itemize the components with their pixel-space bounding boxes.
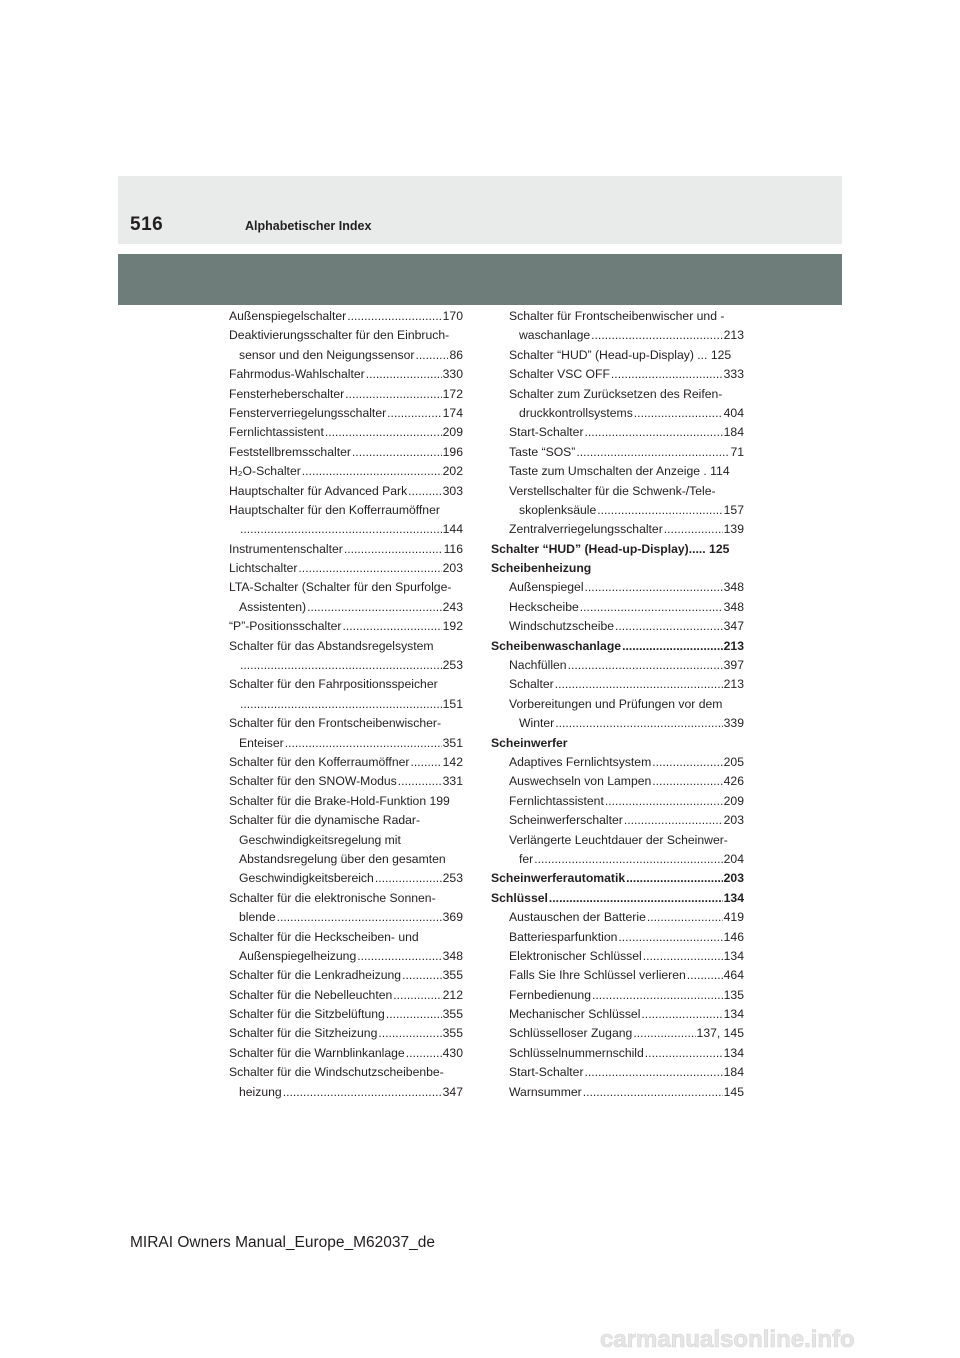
index-entry <box>491 734 744 753</box>
header-band <box>118 176 842 244</box>
index-entry-page: 339 <box>723 716 744 731</box>
dot-leader <box>534 850 722 869</box>
index-entry-page: 134 <box>723 1045 744 1060</box>
index-entry-page: 184 <box>723 1065 744 1080</box>
index-entry-text: Schalter für die Windschutzscheibenbe- <box>229 1065 444 1080</box>
index-entry-text: Scheibenwaschanlage <box>491 638 622 653</box>
index-entry-page: 203 <box>723 871 744 886</box>
index-entry <box>491 966 744 985</box>
index-entry-text: Adaptives Fernlichtsystem <box>509 754 652 769</box>
index-entry <box>491 811 744 830</box>
index-entry-text: Scheinwerfer <box>491 735 568 750</box>
page-number: 516 <box>130 214 164 235</box>
dot-leader <box>568 656 723 675</box>
index-entry <box>229 966 463 985</box>
index-entry <box>491 617 744 636</box>
dot-leader <box>345 385 441 404</box>
index-entry-text: Batteriesparfunktion <box>509 929 618 944</box>
index-entry-text: Schalter für die Brake-Hold-Funktion 199 <box>229 793 450 808</box>
index-entry <box>491 501 744 520</box>
index-entry <box>491 695 744 714</box>
index-entry-text: Schalter für das Abstandsregelsystem <box>229 638 434 653</box>
index-entry-text: Schalter für die Heckscheiben- und <box>229 929 419 944</box>
index-entry-page: 137, 145 <box>696 1026 744 1041</box>
index-entry <box>491 1083 744 1102</box>
index-entry-text: Schlüsselnummernschild <box>509 1045 644 1060</box>
watermark-logo <box>598 1323 952 1353</box>
dot-leader <box>393 986 441 1005</box>
dot-leader <box>342 617 441 636</box>
dot-leader <box>645 1044 723 1063</box>
index-entry-text: Schalter für den Frontscheibenwischer- <box>229 716 442 731</box>
dot-leader <box>283 1083 442 1102</box>
index-entry <box>229 772 463 791</box>
index-entry <box>229 811 463 830</box>
dot-leader <box>406 1044 442 1063</box>
index-entry-page: 331 <box>442 774 463 789</box>
title-band <box>118 254 842 305</box>
index-entry-text: skoplenksäule <box>519 502 597 517</box>
index-entry <box>491 869 744 888</box>
index-entry-text: Warnsummer <box>509 1084 582 1099</box>
index-entry-text: Scheinwerferschalter <box>509 813 623 828</box>
index-entry <box>229 850 463 869</box>
index-entry-page: 348 <box>442 948 463 963</box>
index-entry <box>491 637 744 656</box>
index-entry-page: 192 <box>442 619 463 634</box>
index-entry <box>229 695 463 714</box>
index-entry <box>229 986 463 1005</box>
index-entry <box>229 598 463 617</box>
section-title: Alphabetischer Index <box>245 219 372 233</box>
index-entry <box>229 1024 463 1043</box>
index-entry <box>491 675 744 694</box>
index-entry <box>491 598 744 617</box>
index-entry <box>229 385 463 404</box>
index-entry-page: 348 <box>723 599 744 614</box>
index-entry-text: Taste “SOS” <box>509 444 576 459</box>
dot-leader <box>624 811 723 830</box>
dot-leader <box>366 365 442 384</box>
index-entry <box>491 753 744 772</box>
index-entry-text: Außenspiegelheizung <box>239 948 357 963</box>
index-entry-text: Start-Schalter <box>509 1065 584 1080</box>
index-entry <box>229 578 463 597</box>
dot-leader <box>652 772 722 791</box>
dot-leader <box>298 559 441 578</box>
dot-leader <box>386 1005 442 1024</box>
index-entry-page: 203 <box>723 813 744 828</box>
dot-leader <box>615 617 723 636</box>
dot-leader <box>652 753 722 772</box>
index-entry <box>229 1005 463 1024</box>
dot-leader <box>344 540 443 559</box>
index-entry-page: 184 <box>723 425 744 440</box>
index-entry <box>229 637 463 656</box>
dot-leader <box>277 908 442 927</box>
dot-leader <box>410 753 441 772</box>
index-entry <box>491 443 744 462</box>
index-entry <box>491 772 744 791</box>
index-entry <box>491 423 744 442</box>
dot-leader <box>307 598 442 617</box>
index-entry-page: 157 <box>723 502 744 517</box>
index-entry <box>229 617 463 636</box>
dot-leader <box>592 986 723 1005</box>
index-entry <box>229 734 463 753</box>
dot-leader <box>387 404 441 423</box>
index-entry-text: Assistenten) <box>239 599 307 614</box>
dot-leader <box>583 1083 723 1102</box>
index-entry-page: 202 <box>442 464 463 479</box>
index-entry-text: Heckscheibe <box>509 599 579 614</box>
index-entry-page: 172 <box>442 386 463 401</box>
dot-leader <box>352 443 442 462</box>
index-entry-text: Hauptschalter für den Kofferraumöffner <box>229 502 440 517</box>
index-entry-page: 204 <box>723 851 744 866</box>
index-entry <box>229 889 463 908</box>
dot-leader <box>580 598 723 617</box>
dot-leader <box>398 772 442 791</box>
index-entry-page: 355 <box>442 1026 463 1041</box>
index-entry <box>229 753 463 772</box>
index-entry-text: Geschwindigkeitsregelung mit <box>239 832 401 847</box>
dot-leader <box>415 346 448 365</box>
dot-leader <box>325 423 442 442</box>
index-entry-text: fer <box>519 851 534 866</box>
index-entry-text: sensor und den Neigungssensor <box>239 347 415 362</box>
dot-leader <box>357 947 441 966</box>
index-entry <box>229 462 463 481</box>
index-entry <box>229 482 463 501</box>
index-entry-page: 203 <box>442 561 463 576</box>
index-entry <box>491 1005 744 1024</box>
index-entry-text: Hauptschalter für Advanced Park <box>229 483 408 498</box>
index-entry <box>229 365 463 384</box>
dot-leader <box>585 578 723 597</box>
dot-leader <box>634 404 723 423</box>
index-entry-page: 253 <box>442 871 463 886</box>
index-entry-page: 426 <box>723 774 744 789</box>
index-entry <box>229 540 463 559</box>
index-column-right <box>491 307 744 1102</box>
index-entry-text: heizung <box>239 1084 282 1099</box>
dot-leader <box>549 889 723 908</box>
index-entry <box>491 656 744 675</box>
index-entry-page: 196 <box>442 444 463 459</box>
index-entry-text: “P”-Positionsschalter <box>229 619 342 634</box>
index-entry-page: 146 <box>723 929 744 944</box>
index-column-left <box>229 307 463 1102</box>
index-entry-text: Fernlichtassistent <box>229 425 324 440</box>
index-entry <box>229 404 463 423</box>
index-entry <box>491 928 744 947</box>
dot-leader <box>626 869 723 888</box>
index-entry-page: 351 <box>442 735 463 750</box>
index-entry <box>229 1063 463 1082</box>
index-entry <box>491 1063 744 1082</box>
index-entry-text: Schalter zum Zurücksetzen des Reifen- <box>509 386 723 401</box>
dot-leader <box>576 443 729 462</box>
dot-leader <box>240 520 442 539</box>
index-entry-page: 347 <box>723 619 744 634</box>
index-entry <box>491 889 744 908</box>
index-entry-text: Schlüsselloser Zugang <box>509 1026 633 1041</box>
index-entry-page: 135 <box>723 987 744 1002</box>
dot-leader <box>375 869 442 888</box>
index-entry-text: Abstandsregelung über den gesamten <box>239 851 446 866</box>
index-entry-text: Elektronischer Schlüssel <box>509 948 642 963</box>
index-entry-text: druckkontrollsystems <box>519 405 633 420</box>
dot-leader <box>585 1063 723 1082</box>
index-entry-page: 134 <box>723 1007 744 1022</box>
index-entry-text: Enteiser <box>239 735 284 750</box>
index-entry-text: Schalter für die dynamische Radar- <box>229 813 421 828</box>
index-entry-text: Verstellschalter für die Schwenk-/Tele- <box>509 483 716 498</box>
index-entry-text: Scheibenheizung <box>491 561 592 576</box>
index-entry <box>491 307 744 326</box>
index-entry <box>229 714 463 733</box>
index-entry <box>491 578 744 597</box>
index-entry <box>491 792 744 811</box>
index-entry-page: 134 <box>723 890 744 905</box>
index-entry-page: 253 <box>442 658 463 673</box>
dot-leader <box>402 966 442 985</box>
dot-leader <box>618 928 722 947</box>
index-entry-text: Schalter “HUD” (Head-up-Display)..... 125 <box>491 541 730 556</box>
index-entry-page: 213 <box>723 638 744 653</box>
index-entry-text: Scheinwerferautomatik <box>491 871 626 886</box>
dot-leader <box>240 656 442 675</box>
index-entry-text: Schalter für die Sitzheizung <box>229 1026 378 1041</box>
index-entry-page: 134 <box>723 948 744 963</box>
index-entry-page: 303 <box>442 483 463 498</box>
dot-leader <box>302 462 442 481</box>
dot-leader <box>378 1024 441 1043</box>
index-entry <box>229 656 463 675</box>
index-entry <box>491 986 744 1005</box>
index-entry-text: Fahrmodus-Wahlschalter <box>229 367 365 382</box>
index-entry-text: Schalter für Frontscheibenwischer und - <box>509 309 725 323</box>
index-entry-page: 355 <box>442 968 463 983</box>
index-entry-text: blende <box>239 910 276 925</box>
index-entry-text: Schalter für den SNOW-Modus <box>229 774 397 789</box>
index-entry-page: 213 <box>723 677 744 692</box>
index-entry-text: Fensterheberschalter <box>229 386 345 401</box>
index-entry-page: 151 <box>442 696 463 711</box>
index-entry-text: Schalter für die Warnblinkanlage <box>229 1045 405 1060</box>
dot-leader <box>555 714 722 733</box>
index-entry-text: Vorbereitungen und Prüfungen vor dem <box>509 696 723 711</box>
index-entry-page: 209 <box>442 425 463 440</box>
index-entry <box>229 346 463 365</box>
dot-leader <box>585 423 723 442</box>
index-entry-text: Schalter für die Nebelleuchten <box>229 987 393 1002</box>
index-entry <box>229 792 463 811</box>
index-entry <box>491 404 744 423</box>
index-entry-page: 144 <box>442 522 463 537</box>
index-entry <box>491 831 744 850</box>
index-entry <box>229 443 463 462</box>
dot-leader <box>687 966 723 985</box>
dot-leader <box>664 520 723 539</box>
index-entry-text: Schalter <box>509 677 554 692</box>
index-entry-text: Schalter für die Sitzbelüftung <box>229 1007 385 1022</box>
index-entry-text: Schlüssel <box>491 890 548 905</box>
dot-leader <box>555 675 723 694</box>
index-entry <box>229 1083 463 1102</box>
index-entry-page: 330 <box>442 367 463 382</box>
index-entry-text: Geschwindigkeitsbereich <box>239 871 374 886</box>
index-entry-text: Deaktivierungsschalter für den Einbruch- <box>229 328 450 343</box>
index-entry-page: 71 <box>730 444 744 459</box>
index-entry-page: 139 <box>723 522 744 537</box>
index-entry-text: Falls Sie Ihre Schlüssel verlieren <box>509 968 686 983</box>
index-entry-text: Schalter für die elektronische Sonnen- <box>229 890 436 905</box>
index-entry-page: 419 <box>723 910 744 925</box>
index-entry <box>229 928 463 947</box>
index-entry-text: Feststellbremsschalter <box>229 444 351 459</box>
index-entry <box>229 520 463 539</box>
index-entry-text: Taste zum Umschalten der Anzeige . 114 <box>509 464 730 479</box>
index-entry-page: 347 <box>442 1084 463 1099</box>
index-entry-text: Lichtschalter <box>229 561 298 576</box>
index-entry-text: Außenspiegelschalter <box>229 309 347 323</box>
dot-leader <box>408 482 441 501</box>
index-entry-page: 174 <box>442 405 463 420</box>
index-entry <box>229 1044 463 1063</box>
index-entry-text: Austauschen der Batterie <box>509 910 646 925</box>
dot-leader <box>597 501 722 520</box>
dot-leader <box>641 1005 722 1024</box>
index-entry-text: Auswechseln von Lampen <box>509 774 652 789</box>
index-entry-page: 86 <box>449 347 463 362</box>
dot-leader <box>285 734 442 753</box>
index-entry <box>229 307 463 326</box>
dot-leader <box>347 307 441 326</box>
index-entry-page: 355 <box>442 1007 463 1022</box>
index-entry <box>229 423 463 442</box>
index-entry-page: 430 <box>442 1045 463 1060</box>
index-entry <box>491 385 744 404</box>
index-entry-text: LTA-Schalter (Schalter für den Spurfolge- <box>229 580 452 595</box>
index-entry-text: Fernlichtassistent <box>509 793 604 808</box>
index-entry-text: Fernbedienung <box>509 987 591 1002</box>
index-entry-page: 213 <box>723 328 744 343</box>
dot-leader <box>605 792 723 811</box>
index-entry <box>229 869 463 888</box>
index-entry-text: H₂O-Schalter <box>229 464 301 479</box>
index-entry-page: 369 <box>442 910 463 925</box>
index-entry-text: Schalter “HUD” (Head-up-Display) ... 125 <box>509 347 732 362</box>
watermark-text: carmanualsonline.info <box>600 1326 855 1353</box>
index-entry-text: Verlängerte Leuchtdauer der Scheinwer- <box>509 832 728 847</box>
index-entry-page: 170 <box>442 309 463 323</box>
dot-leader <box>622 637 723 656</box>
dot-leader <box>611 365 723 384</box>
index-entry-page: 212 <box>442 987 463 1002</box>
index-entry-text: Winter <box>519 716 555 731</box>
index-entry-text: Windschutzscheibe <box>509 619 614 634</box>
index-entry-text: Schalter VSC OFF <box>509 367 610 382</box>
dot-leader <box>591 326 723 345</box>
dot-leader <box>240 695 442 714</box>
index-entry-text: Mechanischer Schlüssel <box>509 1007 641 1022</box>
index-entry-text: Schalter für den Fahrpositionsspeicher <box>229 677 438 692</box>
index-entry <box>491 1044 744 1063</box>
index-entry <box>491 326 744 345</box>
index-entry-text: Nachfüllen <box>509 658 567 673</box>
index-entry <box>491 365 744 384</box>
index-entry-page: 333 <box>723 367 744 382</box>
dot-leader <box>647 908 723 927</box>
index-entry <box>491 346 744 365</box>
index-entry <box>491 540 744 559</box>
index-entry-page: 142 <box>442 754 463 769</box>
index-entry <box>491 520 744 539</box>
index-entry-page: 205 <box>723 754 744 769</box>
index-entry-text: Außenspiegel <box>509 580 584 595</box>
index-entry <box>229 326 463 345</box>
index-entry-text: Schalter für die Lenkradheizung <box>229 968 402 983</box>
index-entry <box>229 908 463 927</box>
index-entry-text: waschanlage <box>519 328 591 343</box>
index-entry <box>229 947 463 966</box>
index-entry-page: 397 <box>723 658 744 673</box>
index-entry-text: Instrumentenschalter <box>229 541 343 556</box>
index-entry <box>229 501 463 520</box>
index-entry-text: Schalter für den Kofferraumöffner <box>229 754 410 769</box>
dot-leader <box>633 1024 695 1043</box>
index-entry-text: Start-Schalter <box>509 425 584 440</box>
index-entry-text: Fensterverriegelungsschalter <box>229 405 387 420</box>
index-entry-page: 243 <box>442 599 463 614</box>
index-entry <box>229 831 463 850</box>
index-entry-text: Zentralverriegelungsschalter <box>509 522 663 537</box>
index-entry-page: 145 <box>723 1084 744 1099</box>
index-entry <box>491 482 744 501</box>
index-entry <box>491 462 744 481</box>
index-entry-page: 404 <box>723 405 744 420</box>
index-entry <box>229 559 463 578</box>
index-entry <box>491 947 744 966</box>
index-entry-page: 464 <box>723 968 744 983</box>
index-entry-page: 348 <box>723 580 744 595</box>
index-entry-page: 116 <box>443 541 463 556</box>
index-entry <box>491 714 744 733</box>
index-entry <box>491 559 744 578</box>
index-entry <box>229 675 463 694</box>
dot-leader <box>643 947 723 966</box>
index-entry <box>491 850 744 869</box>
index-entry-page: 209 <box>723 793 744 808</box>
index-entry <box>491 1024 744 1043</box>
index-entry <box>491 908 744 927</box>
footer-manual-name: MIRAI Owners Manual_Europe_M62037_de <box>130 1234 436 1251</box>
